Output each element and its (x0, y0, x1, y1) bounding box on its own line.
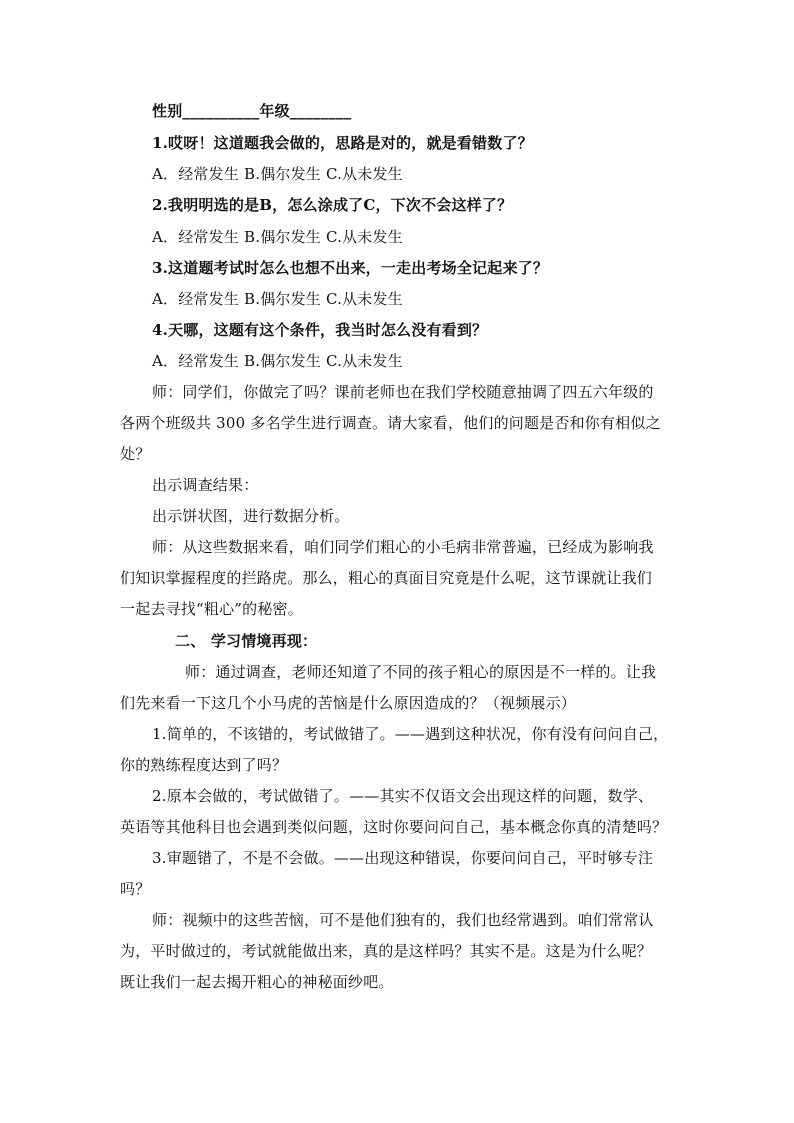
survey-options-4: A．经常发生 B.偶尔发生 C.从未发生 (152, 352, 403, 370)
survey-options-1: A．经常发生 B.偶尔发生 C.从未发生 (152, 165, 403, 183)
gender-grade-line: 性别__________年级________ (152, 102, 352, 120)
paragraph-video-intro-line-1: 师：通过调查，老师还知道了不同的孩子粗心的原因是不一样的。让我 (185, 663, 657, 681)
paragraph-closing-line-2: 为，平时做过的，考试就能做出来，真的是这样吗？其实不是。这是为什么呢？ (120, 942, 653, 960)
paragraph-case-2-line-1: 2.原本会做的，考试做错了。——其实不仅语文会出现这样的问题，数学、 (152, 787, 654, 805)
paragraph-case-3-line-1: 3.审题错了，不是不会做。——出现这种错误，你要问问自己，平时够专注 (152, 849, 654, 867)
paragraph-survey-intro-line-3: 处？ (120, 445, 151, 463)
paragraph-case-2-line-2: 英语等其他科目也会遇到类似问题，这时你要问问自己，基本概念你真的清楚吗？ (120, 818, 668, 836)
paragraph-case-1-line-1: 1.简单的，不该错的，考试做错了。——遇到这种状况，你有没有问问自己， (152, 725, 669, 743)
survey-options-2: A．经常发生 B.偶尔发生 C.从未发生 (152, 228, 403, 246)
survey-options-3: A．经常发生 B.偶尔发生 C.从未发生 (152, 290, 403, 308)
paragraph-closing-line-3: 既让我们一起去揭开粗心的神秘面纱吧。 (120, 973, 394, 991)
paragraph-video-intro-line-2: 们先来看一下这几个小马虎的苦恼是什么原因造成的？（视频展示） (120, 694, 577, 712)
paragraph-data-conclusion-line-3: 一起去寻找“粗心”的秘密。 (120, 600, 303, 618)
paragraph-data-conclusion-line-1: 师：从这些数据来看，咱们同学们粗心的小毛病非常普遍，已经成为影响我 (152, 538, 654, 556)
survey-question-4: 4.天哪，这题有这个条件，我当时怎么没有看到？ (152, 321, 488, 339)
paragraph-show-results: 出示调查结果： (152, 476, 259, 494)
paragraph-data-conclusion-line-2: 们知识掌握程度的拦路虎。那么，粗心的真面目究竟是什么呢，这节课就让我们 (120, 569, 653, 587)
survey-question-3: 3.这道题考试时怎么也想不出来，一走出考场全记起来了？ (152, 259, 549, 277)
survey-question-2: 2.我明明选的是B，怎么涂成了C，下次不会这样了？ (152, 196, 513, 214)
paragraph-survey-intro-line-1: 师：同学们，你做完了吗？课前老师也在我们学校随意抽调了四五六年级的 (152, 383, 654, 401)
survey-question-1: 1.哎呀！这道题我会做的，思路是对的，就是看错数了？ (152, 134, 533, 152)
paragraph-case-3-line-2: 吗？ (120, 880, 151, 898)
section-heading-2: 二、 学习情境再现： (175, 632, 318, 650)
paragraph-case-1-line-2: 你的熟练程度达到了吗？ (120, 756, 288, 774)
paragraph-survey-intro-line-2: 各两个班级共 300 多名学生进行调查。请大家看，他们的问题是否和你有相似之 (120, 414, 661, 432)
paragraph-closing-line-1: 师：视频中的这些苦恼，可不是他们独有的，我们也经常遇到。咱们常常认 (152, 911, 654, 929)
paragraph-pie-chart-analysis: 出示饼状图，进行数据分析。 (152, 507, 350, 525)
